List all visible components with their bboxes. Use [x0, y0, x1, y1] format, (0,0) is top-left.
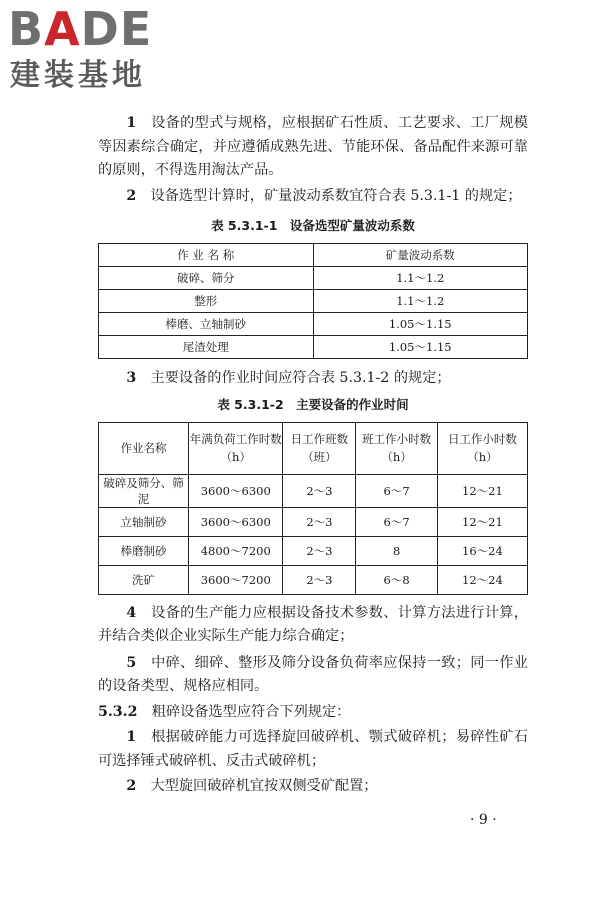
table-header-cell: 作 业 名 称 [99, 244, 314, 267]
section-5-3-2: 5.3.2 粗碎设备选型应符合下列规定： [98, 703, 351, 720]
table-cell: 4800～7200 [189, 536, 283, 565]
table-cell: 2～3 [283, 474, 356, 507]
table-row [99, 565, 528, 594]
paragraph-3: 3 主要设备的作业时间应符合表 5.3.1-2 的规定； [126, 370, 451, 386]
table-cell: 6～7 [356, 507, 438, 536]
table-row [99, 290, 528, 313]
table-row [99, 507, 528, 536]
section-5-3-2-item-2: 2 大型旋回破碎机宜按双侧受矿配置； [126, 778, 378, 794]
table-cell: 3600～7200 [189, 565, 283, 594]
page-number: · 9 · [470, 812, 497, 828]
table-row [99, 536, 528, 565]
table-row [99, 336, 528, 359]
table-row [99, 313, 528, 336]
table-header-cell: 班工作小时数 （h） [356, 422, 438, 474]
paragraph-1: 1 设备的型式与规格，应根据矿石性质、工艺要求、工厂规模等因素综合确定，并应遵循成熟先进、节能环保、备品配件来源可靠的原则，不得选用淘汰产品。 [98, 115, 528, 178]
table-row [99, 474, 528, 507]
table1-caption: 表 5.3.1-1 设备选型矿量波动系数 [211, 218, 415, 233]
table-header-cell: 年满负荷工作时数 （h） [189, 422, 283, 474]
table-cell: 棒磨制砂 [99, 536, 189, 565]
table-cell: 洗矿 [99, 565, 189, 594]
paragraph-5: 5 中碎、细碎、整形及筛分设备负荷率应保持一致；同一作业的设备类型、规格应相同。 [98, 654, 528, 694]
table-cell: 8 [356, 536, 438, 565]
table-cell: 棒磨、立轴制砂 [99, 313, 314, 336]
brand-logo [8, 4, 178, 96]
table-cell: 3600～6300 [189, 474, 283, 507]
table-cell: 1.1～1.2 [313, 290, 528, 313]
section-5-3-2-item-1: 1 根据破碎能力可选择旋回破碎机、颚式破碎机；易碎性矿石可选择锤式破碎机、反击式破碎机； [98, 729, 528, 769]
brand-logo-subtitle: 建装基地 [10, 58, 146, 93]
table-operating-hours [98, 422, 528, 595]
table-cell: 2～3 [283, 536, 356, 565]
table-fluctuation-coefficients [98, 243, 528, 359]
table-cell: 尾渣处理 [99, 336, 314, 359]
table-header-row [99, 244, 528, 267]
document-body [98, 112, 528, 799]
table-cell: 2～3 [283, 507, 356, 536]
table-header-cell: 作业名称 [99, 422, 189, 474]
table-cell: 1.1～1.2 [313, 267, 528, 290]
table-cell: 16～24 [437, 536, 527, 565]
table2-caption: 表 5.3.1-2 主要设备的作业时间 [217, 396, 409, 412]
table-cell: 整形 [99, 290, 314, 313]
table-row [99, 267, 528, 290]
table-cell: 12～21 [437, 474, 527, 507]
table-cell: 破碎及筛分、筛泥 [99, 474, 189, 507]
table-cell: 6～7 [356, 474, 438, 507]
brand-logo-text: BADE [8, 2, 153, 56]
table-cell: 6～8 [356, 565, 438, 594]
table-header-cell: 日工作班数 （班） [283, 422, 356, 474]
table-cell: 12～21 [437, 507, 527, 536]
table-cell: 立轴制砂 [99, 507, 189, 536]
brand-logo-accent-letter: A [44, 2, 81, 56]
table-header-row [99, 422, 528, 474]
paragraph-4: 4 设备的生产能力应根据设备技术参数、计算方法进行计算，并结合类似企业实际生产能力综合确定； [98, 604, 528, 644]
table-cell: 1.05～1.15 [313, 313, 528, 336]
table-cell: 破碎、筛分 [99, 267, 314, 290]
table-header-cell: 矿量波动系数 [313, 244, 528, 267]
table-cell: 1.05～1.15 [313, 336, 528, 359]
table-cell: 3600～6300 [189, 507, 283, 536]
table-header-cell: 日工作小时数 （h） [437, 422, 527, 474]
table-cell: 12～24 [437, 565, 527, 594]
table-cell: 2～3 [283, 565, 356, 594]
paragraph-2: 2 设备选型计算时，矿量波动系数宜符合表 5.3.1-1 的规定； [126, 187, 522, 204]
